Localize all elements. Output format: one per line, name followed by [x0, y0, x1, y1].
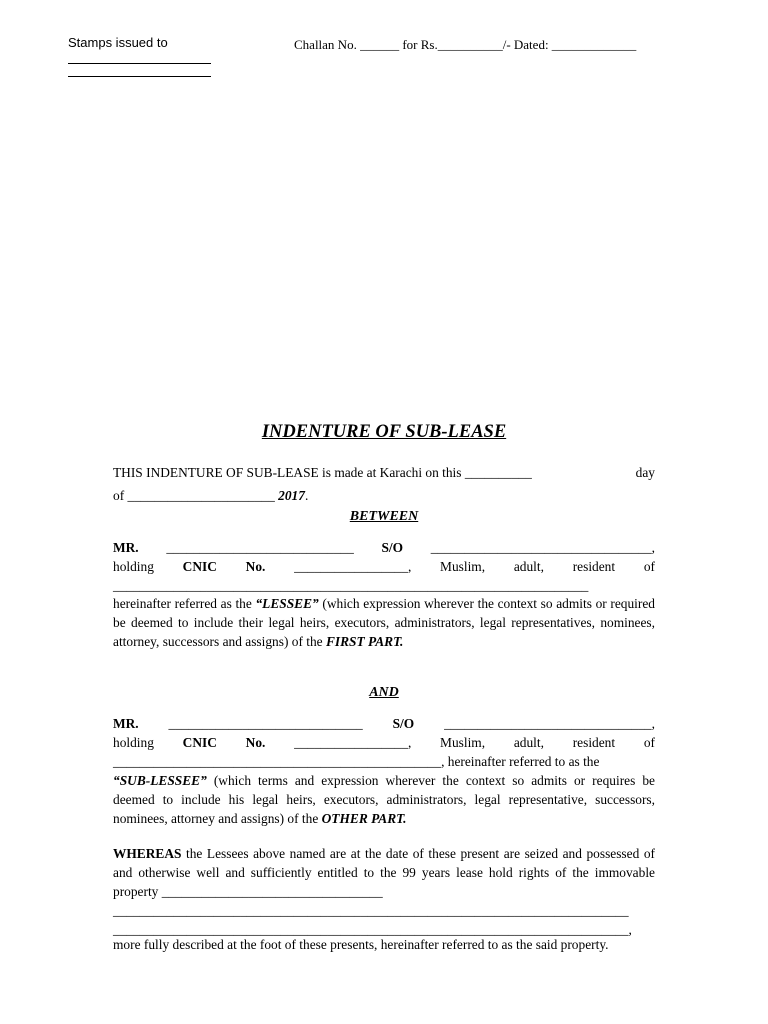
- sublessee-holding: holding: [113, 735, 154, 750]
- whereas-text: the Lessees above named are at the date of these present are seized and possessed of and otherwise well and sufficiently entitled to the 99 years lease hold rights of the immovable property _________________________________: [113, 846, 655, 899]
- intro-day-label: day: [635, 465, 655, 480]
- sublessee-cnic-line: [113, 733, 655, 752]
- sublessee-mr: MR.: [113, 716, 139, 731]
- sublessee-name-blank: _____________________________: [168, 716, 363, 731]
- sublessee-name-line: [113, 714, 655, 733]
- sublessee-of: of: [643, 735, 655, 750]
- sublessee-part: OTHER PART.: [321, 811, 407, 826]
- sublessee-adult: adult,: [513, 735, 544, 750]
- lessee-so: S/O: [381, 540, 404, 555]
- intro-line-1: [113, 463, 655, 482]
- lessee-cnic-blank: _________________,: [294, 559, 412, 574]
- lessee-mr: MR.: [113, 540, 139, 555]
- sublessee-desc-rest: (which terms and expression wherever the context so admits or requires be deemed to include his legal heirs, executors, administrators, legal representative, successors, nominees, attorney and assigns) of the: [113, 773, 655, 826]
- lessee-cnic-line: [113, 557, 655, 576]
- between-heading: BETWEEN: [349, 509, 419, 524]
- sublessee-so: S/O: [392, 716, 415, 731]
- whereas-closing: more fully described at the foot of these presents, hereinafter referred to as the said property.: [113, 937, 609, 952]
- document-title: INDENTURE OF SUB-LEASE: [261, 422, 507, 442]
- lessee-name-line: [113, 538, 655, 557]
- lessee-desc-rest: (which expression wherever the context so admits or required be deemed to include their legal heirs, executors, administrators, legal representatives, nominees, attorney, successors and assigns) of the: [113, 596, 656, 649]
- lessee-muslim: Muslim,: [440, 559, 486, 574]
- intro-year: 2017: [278, 488, 305, 503]
- lessee-father-blank: _________________________________,: [430, 540, 655, 555]
- sublessee-no-label: No.: [245, 735, 266, 750]
- sublessee-cnic-label: CNIC: [182, 735, 217, 750]
- whereas-keyword: WHEREAS: [113, 846, 182, 861]
- stamps-blank-line-1: [68, 63, 211, 64]
- lessee-resident: resident: [572, 559, 616, 574]
- sublessee-muslim: Muslim,: [440, 735, 486, 750]
- lessee-no-label: No.: [245, 559, 266, 574]
- intro-month-blank: of ______________________: [113, 488, 279, 503]
- lessee-cnic-label: CNIC: [182, 559, 217, 574]
- sublessee-address-line: _________________________________________________, hereinafter referred to as the: [113, 754, 600, 769]
- lessee-role: “LESSEE”: [255, 596, 319, 611]
- property-blank-line-2: _____________________________________________________________________________,: [113, 922, 632, 937]
- stamps-issued-label: Stamps issued to: [68, 35, 168, 50]
- lessee-desc-start: hereinafter referred as the: [113, 596, 256, 611]
- challan-line: Challan No. ______ for Rs.__________/- Dated: _____________: [294, 37, 637, 52]
- lessee-part: FIRST PART.: [325, 634, 404, 649]
- whereas-paragraph: [113, 844, 655, 901]
- property-blank-line-1: _____________________________________________________________________________: [113, 903, 629, 918]
- intro-text: THIS INDENTURE OF SUB-LEASE is made at Karachi on this __________: [113, 465, 532, 480]
- sublessee-father-blank: _______________________________,: [444, 716, 655, 731]
- lessee-of: of: [643, 559, 655, 574]
- sublessee-cnic-blank: _________________,: [294, 735, 412, 750]
- lessee-description: [113, 594, 655, 651]
- sublessee-resident: resident: [572, 735, 616, 750]
- sublessee-description: [113, 771, 655, 828]
- lessee-holding: holding: [113, 559, 154, 574]
- and-heading: AND: [369, 685, 399, 700]
- lessee-name-blank: ____________________________: [166, 540, 354, 555]
- intro-line-2: [113, 486, 308, 505]
- intro-period: .: [304, 488, 309, 503]
- stamps-blank-line-2: [68, 76, 211, 77]
- sublessee-role: “SUB-LESSEE”: [113, 773, 207, 788]
- lessee-adult: adult,: [513, 559, 544, 574]
- lessee-address-blank: _______________________________________________________________________: [113, 578, 589, 593]
